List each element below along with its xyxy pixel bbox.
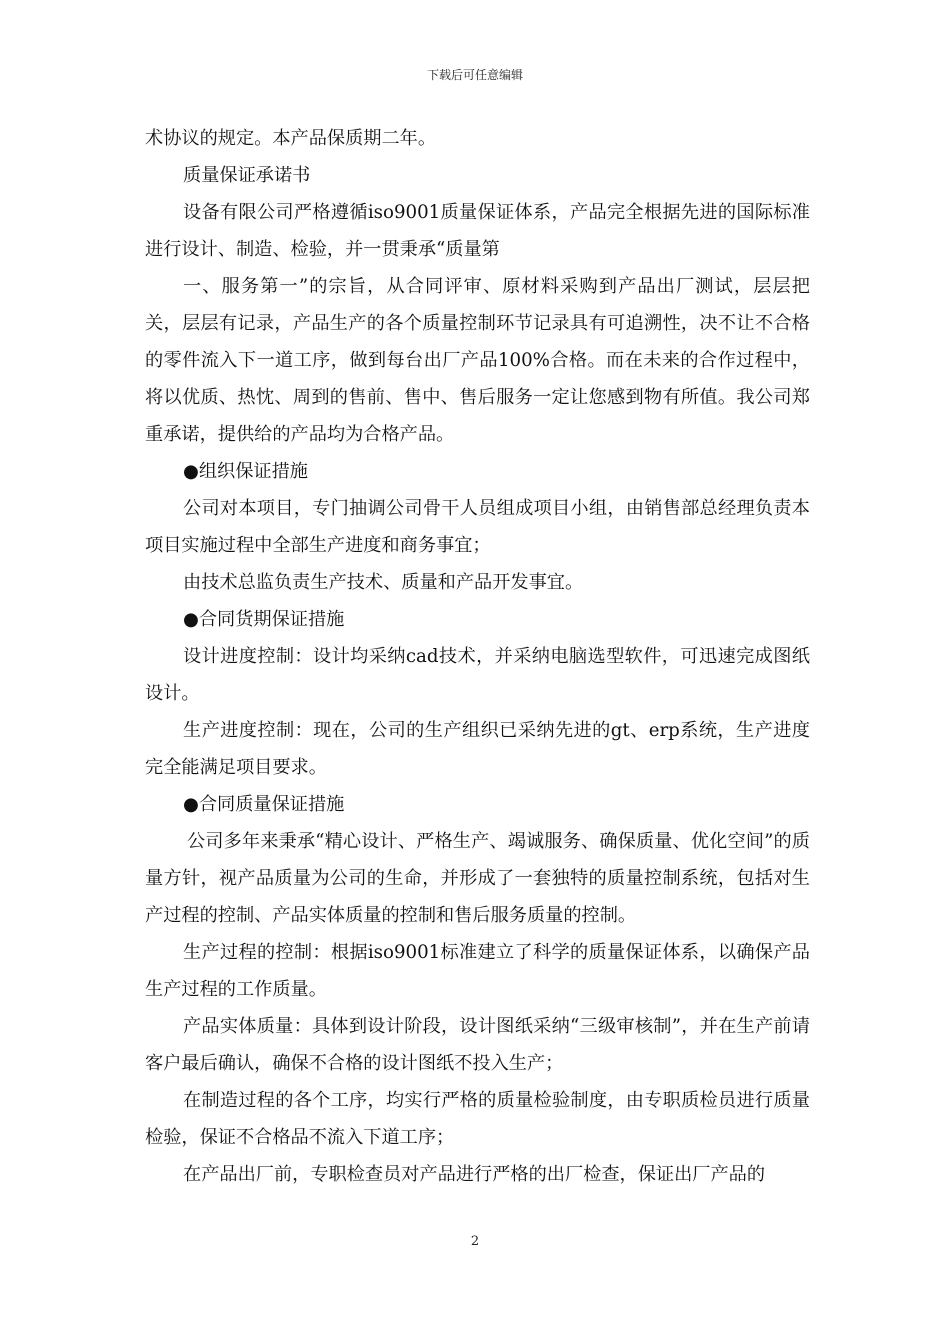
bullet-heading: ●合同货期保证措施 — [183, 609, 345, 630]
paragraph: 在制造过程的各个工序，均实行严格的质量检验制度，由专职质检员进行质量检验，保证不合格品不流入下道工序； — [145, 1090, 810, 1148]
paragraph: 产品实体质量：具体到设计阶段，设计图纸采纳“三级审核制”，并在生产前请客户最后确认，确保不合格的设计图纸不投入生产； — [145, 1016, 810, 1074]
paragraph: 设备有限公司严格遵循iso9001质量保证体系，产品完全根据先进的国际标准进行设计、制造、检验，并一贯秉承“质量第 — [145, 202, 810, 260]
page-number: 2 — [470, 1234, 480, 1249]
paragraph: 生产进度控制：现在，公司的生产组织已采纳先进的gt、erp系统，生产进度完全能满足项目要求。 — [145, 720, 810, 778]
paragraph: 由技术总监负责生产技术、质量和产品开发事宜。 — [183, 572, 584, 593]
paragraph: 在产品出厂前，专职检查员对产品进行严格的出厂检查，保证出厂产品的 — [183, 1164, 766, 1185]
section-title: 质量保证承诺书 — [183, 165, 311, 186]
paragraph: 术协议的规定。本产品保质期二年。 — [145, 128, 437, 149]
bullet-heading: ●组织保证措施 — [183, 461, 308, 482]
paragraph: 公司多年来秉承“精心设计、严格生产、竭诚服务、确保质量、优化空间”的质量方针，视产品质量为公司的生命，并形成了一套独特的质量控制系统，包括对生产过程的控制、产品实体质量的控制和售后服务质量的控制。 — [145, 831, 810, 926]
bullet-heading: ●合同质量保证措施 — [183, 794, 345, 815]
document-body — [145, 120, 810, 1193]
paragraph: 生产过程的控制：根据iso9001标准建立了科学的质量保证体系，以确保产品生产过程的工作质量。 — [145, 942, 810, 1000]
paragraph: 一、服务第一”的宗旨，从合同评审、原材料采购到产品出厂测试，层层把关，层层有记录，产品生产的各个质量控制环节记录具有可追溯性，决不让不合格的零件流入下一道工序，做到每台出厂产品100%合格。而在未来的合作过程中，将以优质、热忱、周到的售前、售中、售后服务一定让您感到物有所值。我公司郑重承诺，提供给的产品均为合格产品。 — [145, 276, 810, 445]
paragraph: 公司对本项目，专门抽调公司骨干人员组成项目小组，由销售部总经理负责本项目实施过程中全部生产进度和商务事宜； — [145, 498, 810, 556]
page-header: 下载后可任意编辑 — [426, 68, 523, 82]
paragraph: 设计进度控制：设计均采纳cad技术，并采纳电脑选型软件，可迅速完成图纸设计。 — [145, 646, 810, 704]
